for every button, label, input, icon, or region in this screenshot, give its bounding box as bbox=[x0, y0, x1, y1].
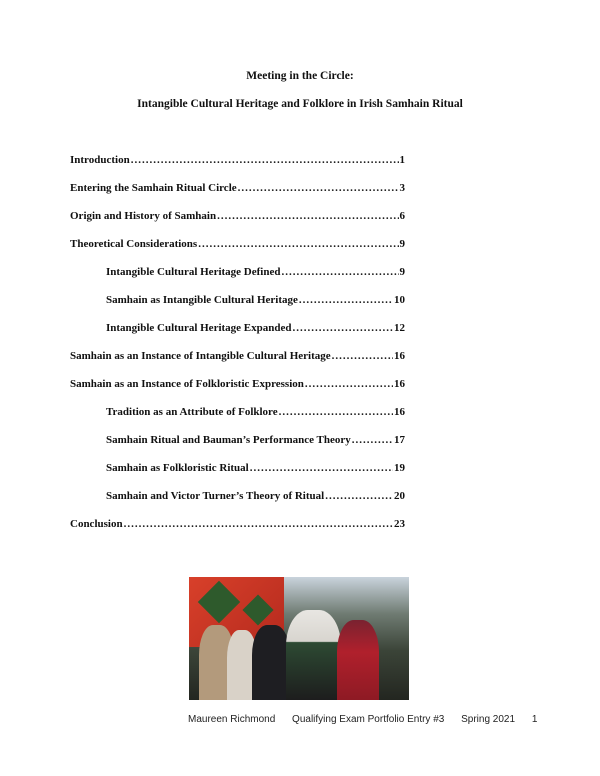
toc-entry[interactable] bbox=[106, 462, 405, 476]
toc-leader-dots bbox=[217, 210, 398, 222]
toc-entry[interactable] bbox=[106, 294, 405, 308]
toc-entry-label: Samhain and Victor Turner’s Theory of Ritual bbox=[106, 490, 325, 502]
document-subtitle: Intangible Cultural Heritage and Folklore in Irish Samhain Ritual bbox=[137, 98, 463, 110]
toc-entry-label: Theoretical Considerations bbox=[70, 238, 198, 250]
toc-entry[interactable] bbox=[106, 434, 405, 448]
toc-leader-dots bbox=[131, 154, 399, 166]
toc-entry-page: 20 bbox=[394, 490, 405, 502]
toc-entry[interactable] bbox=[70, 154, 405, 168]
toc-entry[interactable] bbox=[70, 238, 405, 252]
toc-entry-label: Samhain Ritual and Bauman’s Performance Theory bbox=[106, 434, 351, 446]
document-title: Meeting in the Circle: bbox=[246, 70, 354, 82]
samhain-ritual-photo bbox=[189, 577, 409, 700]
toc-entry-label: Intangible Cultural Heritage Expanded bbox=[106, 322, 292, 334]
toc-entry-label: Tradition as an Attribute of Folklore bbox=[106, 406, 278, 418]
toc-entry-page: 17 bbox=[394, 434, 405, 446]
toc-leader-dots bbox=[281, 266, 398, 278]
toc-entry-label: Origin and History of Samhain bbox=[70, 210, 217, 222]
toc-leader-dots bbox=[250, 462, 393, 474]
toc-entry-page: 19 bbox=[394, 462, 405, 474]
toc-entry-label: Introduction bbox=[70, 154, 130, 166]
toc-entry-page: 16 bbox=[394, 406, 405, 418]
toc-entry-page: 16 bbox=[394, 378, 405, 390]
toc-entry[interactable] bbox=[70, 210, 405, 224]
toc-entry-page: 9 bbox=[399, 238, 405, 250]
toc-entry[interactable] bbox=[106, 490, 405, 504]
toc-leader-dots bbox=[332, 350, 393, 362]
toc-entry[interactable] bbox=[70, 378, 405, 392]
footer-page-number: 1 bbox=[531, 714, 538, 725]
toc-leader-dots bbox=[198, 238, 398, 250]
toc-entry-page: 1 bbox=[399, 154, 405, 166]
toc-leader-dots bbox=[325, 490, 393, 502]
footer-entry: Qualifying Exam Portfolio Entry #3 bbox=[292, 714, 445, 725]
toc-leader-dots bbox=[279, 406, 393, 418]
toc-entry-label: Conclusion bbox=[70, 518, 123, 530]
toc-entry-label: Samhain as an Instance of Intangible Cultural Heritage bbox=[70, 350, 331, 362]
toc-entry[interactable] bbox=[70, 518, 405, 532]
toc-entry[interactable] bbox=[70, 350, 405, 364]
toc-entry-page: 16 bbox=[394, 350, 405, 362]
toc-entry-page: 9 bbox=[399, 266, 405, 278]
toc-leader-dots bbox=[299, 294, 393, 306]
toc-entry-label: Samhain as Intangible Cultural Heritage bbox=[106, 294, 298, 306]
toc-entry[interactable] bbox=[70, 182, 405, 196]
footer-term: Spring 2021 bbox=[461, 714, 516, 725]
toc-entry-page: 23 bbox=[394, 518, 405, 530]
toc-entry-label: Entering the Samhain Ritual Circle bbox=[70, 182, 237, 194]
toc-leader-dots bbox=[305, 378, 393, 390]
toc-entry-label: Samhain as Folkloristic Ritual bbox=[106, 462, 249, 474]
toc-leader-dots bbox=[352, 434, 393, 446]
toc-leader-dots bbox=[293, 322, 394, 334]
footer-author: Maureen Richmond bbox=[188, 714, 276, 725]
toc-entry-label: Samhain as an Instance of Folkloristic Expression bbox=[70, 378, 304, 390]
toc-entry[interactable] bbox=[106, 266, 405, 280]
toc-entry[interactable] bbox=[106, 406, 405, 420]
toc-leader-dots bbox=[238, 182, 399, 194]
toc-entry-page: 12 bbox=[394, 322, 405, 334]
toc-entry-page: 6 bbox=[399, 210, 405, 222]
page-footer bbox=[188, 714, 551, 725]
toc-entry-label: Intangible Cultural Heritage Defined bbox=[106, 266, 281, 278]
toc-leader-dots bbox=[124, 518, 393, 530]
toc-entry-page: 3 bbox=[399, 182, 405, 194]
toc-entry[interactable] bbox=[106, 322, 405, 336]
toc-entry-page: 10 bbox=[394, 294, 405, 306]
